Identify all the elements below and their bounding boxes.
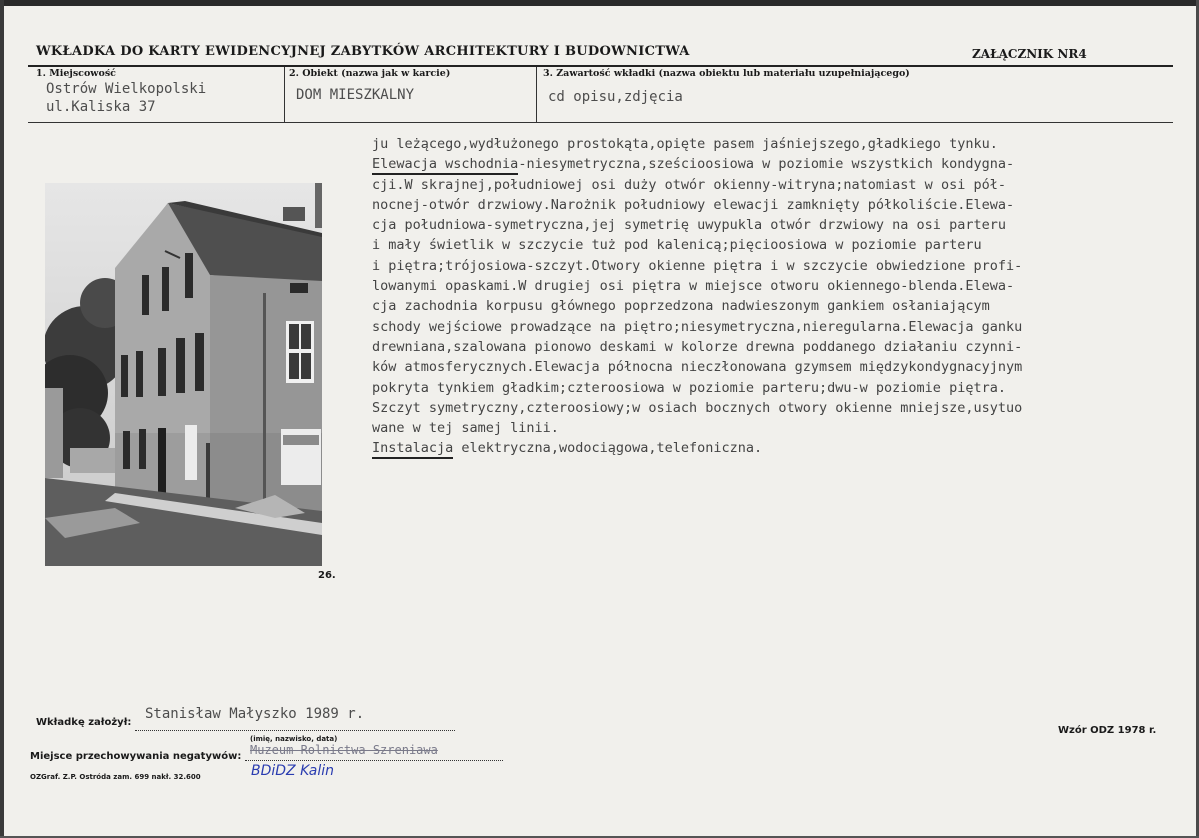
printer-imprint: OZGraf. Z.P. Ostróda zam. 699 nakł. 32.600: [30, 773, 201, 781]
template-number: Wzór ODZ 1978 r.: [1058, 725, 1157, 736]
negatives-storage-line: [245, 760, 503, 761]
scan-edge-top: [0, 0, 1199, 6]
description-line: i piętra;trójosiowa-szczyt.Otwory okienne piętra i w szczycie obwiedzione profi-: [372, 257, 1023, 274]
locality-line-1: Ostrów Wielkopolski: [46, 81, 207, 97]
locality-label: 1. Miejscowość: [36, 68, 116, 79]
fields-bottom-rule: [28, 122, 1173, 123]
description-line: schody wejściowe prowadzące na piętro;niesymetryczna,nieregularna.Elewacja ganku: [372, 318, 1023, 335]
section-heading-installation: Instalacja: [372, 440, 453, 459]
prepared-by-line: [135, 730, 455, 731]
description-line: drewniana,szalowana pionowo deskami w kolorze drewna poddanego działaniu czynni-: [372, 338, 1023, 355]
description-line: Szczyt symetryczny,czteroosiowy;w osiach bocznych otwory okienne mniejsze,usytuo: [372, 399, 1023, 416]
description-line: pokryta tynkiem gładkim;czteroosiowa w poziomie parteru;dwu-w poziomie piętra.: [372, 379, 1006, 396]
object-label: 2. Obiekt (nazwa jak w karcie): [289, 68, 451, 79]
description-line: [372, 438, 1172, 458]
description-line: cji.W skrajnej,południowej osi duży otwór okienny-witryna;natomiast w osi pół-: [372, 176, 1006, 193]
prepared-by-value: Stanisław Małyszko 1989 r.: [145, 706, 365, 722]
negatives-storage-label: Miejsce przechowywania negatywów:: [30, 751, 242, 762]
description-line: wane w tej samej linii.: [372, 420, 559, 437]
description-line: ków atmosferycznych.Elewacja północna nieczłonowana gzymsem międzykondygnacyjnym: [372, 359, 1023, 376]
description-line: [372, 154, 1172, 174]
contents-label: 3. Zawartość wkładki (nazwa obiektu lub materiału uzupełniającego): [543, 68, 910, 79]
negatives-storage-struck: Muzeum Rolnictwa-Szreniawa: [250, 743, 438, 757]
scan-edge-left: [0, 0, 4, 838]
section-heading-east: Elewacja wschodnia: [372, 156, 518, 175]
installation-text: elektryczna,wodociągowa,telefoniczna.: [453, 440, 763, 457]
attachment-number: ZAŁĄCZNIK NR4: [972, 47, 1087, 61]
building-photo: [45, 183, 322, 566]
object-value: DOM MIESZKALNY: [296, 87, 415, 103]
description-line: cja południowa-symetryczna,jej symetrię uwypukla otwór drzwiowy na osi parteru: [372, 217, 1006, 234]
description-text: [372, 134, 1172, 459]
description-line: lowanymi opaskami.W drugiej osi piętra w miejsce otworu okiennego-blenda.Elewa-: [372, 278, 1015, 295]
description-line: ju leżącego,wydłużonego prostokąta,opięte pasem jaśniejszego,gładkiego tynku.: [372, 136, 998, 152]
field-divider: [536, 67, 537, 122]
description-line: cja zachodnia korpusu głównego poprzedzona nadwieszonym gankiem osłaniającym: [372, 298, 990, 315]
description-line: i mały świetlik w szczycie tuż pod kalenicą;pięcioosiowa w poziomie parteru: [372, 237, 982, 254]
description-line: nocnej-otwór drzwiowy.Narożnik południowy elewacji zamknięty półkoliście.Elewa-: [372, 196, 1015, 213]
header-rule: [28, 65, 1173, 67]
photo-number: 26.: [318, 570, 336, 581]
field-divider: [284, 67, 285, 122]
prepared-by-label: Wkładkę założył:: [36, 717, 132, 728]
description-line-rest: -niesymetryczna,sześcioosiowa w poziomie wszystkich kondygna-: [518, 156, 1015, 173]
prepared-by-caption: (imię, nazwisko, data): [250, 735, 338, 743]
negatives-storage-handwritten: BDiDZ Kalin: [251, 763, 335, 779]
form-title: WKŁADKA DO KARTY EWIDENCYJNEJ ZABYTKÓW ARCHITEKTURY I BUDOWNICTWA: [36, 44, 690, 59]
locality-line-2: ul.Kaliska 37: [46, 99, 156, 115]
contents-value: cd opisu,zdjęcia: [548, 89, 683, 105]
